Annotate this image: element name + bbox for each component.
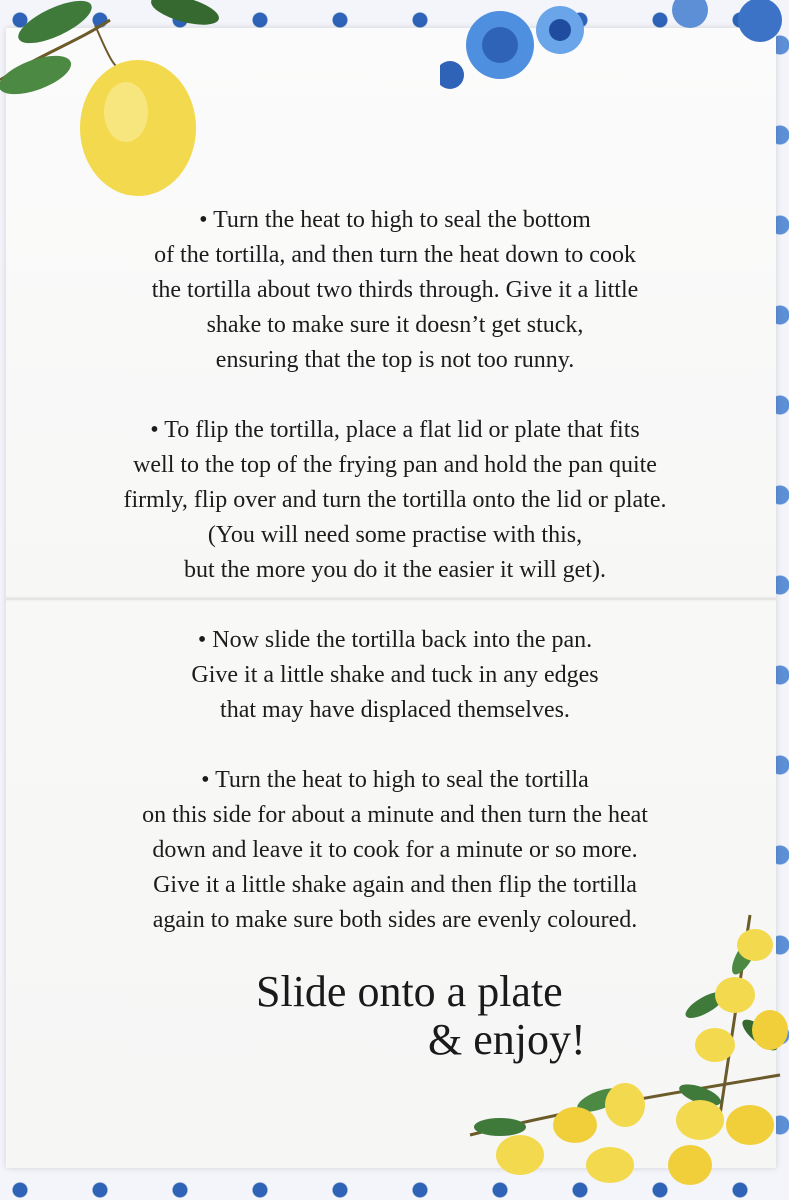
closing-line-1: Slide onto a plate (256, 967, 563, 1016)
step-2-line-5: but the more you do it the easier it will get). (184, 557, 606, 583)
closing-message (256, 968, 616, 1064)
lemon-branch-top-left-icon (0, 0, 230, 205)
step-1-line-2: of the tortilla, and then turn the heat down to cook (154, 242, 636, 268)
step-3-line-1: • Now slide the tortilla back into the pan. (197, 627, 593, 653)
step-4-line-5: again to make sure both sides are evenly coloured. (152, 907, 638, 933)
step-3-line-2: Give it a little shake and tuck in any edges (191, 662, 599, 688)
step-2-line-1: • To flip the tortilla, place a flat lid or plate that fits (150, 417, 640, 443)
blue-flowers-top-right-icon (440, 0, 789, 100)
step-2-line-3: firmly, flip over and turn the tortilla onto the lid or plate. (123, 487, 667, 513)
recipe-steps (40, 203, 750, 973)
step-1-line-3: the tortilla about two thirds through. Give it a little (151, 277, 639, 303)
step-1-line-1: • Turn the heat to high to seal the bottom (199, 207, 591, 233)
step-3-line-3: that may have displaced themselves. (220, 697, 570, 723)
step-4 (40, 763, 750, 938)
step-2-line-2: well to the top of the frying pan and hold the pan quite (133, 452, 657, 478)
step-1-line-5: ensuring that the top is not too runny. (215, 347, 575, 373)
step-4-line-2: on this side for about a minute and then turn the heat (142, 802, 648, 828)
step-4-line-4: Give it a little shake again and then flip the tortilla (153, 872, 637, 898)
step-1 (40, 203, 750, 378)
step-2 (40, 413, 750, 588)
step-4-line-3: down and leave it to cook for a minute or so more. (152, 837, 638, 863)
step-4-line-1: • Turn the heat to high to seal the tortilla (201, 767, 589, 793)
step-3 (40, 623, 750, 728)
step-1-line-4: shake to make sure it doesn’t get stuck, (206, 312, 584, 338)
step-2-line-4: (You will need some practise with this, (207, 522, 583, 548)
closing-line-2: & enjoy! (428, 1015, 586, 1064)
